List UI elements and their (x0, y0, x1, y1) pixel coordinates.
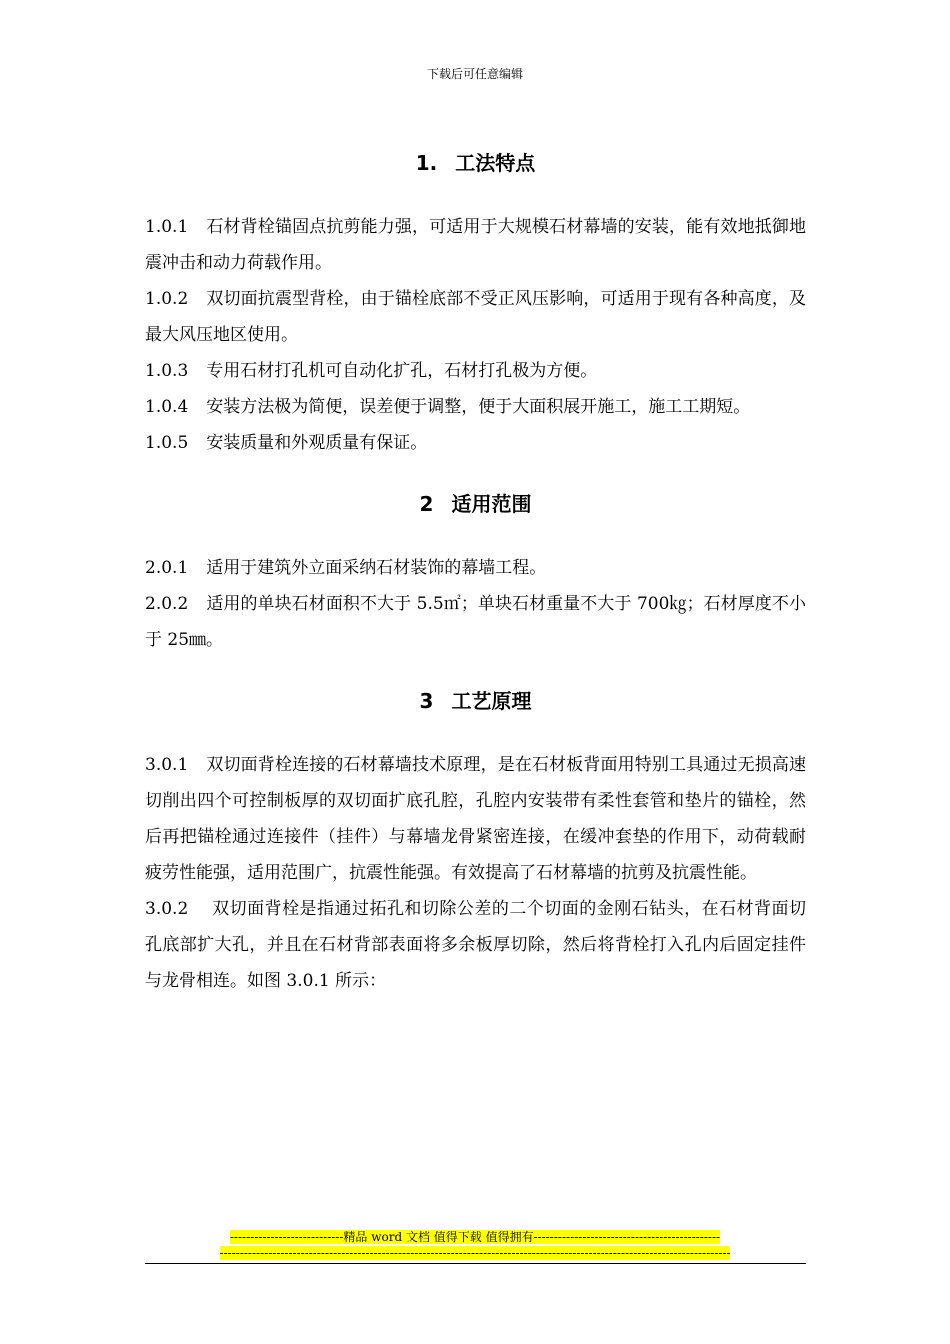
section-heading-3 (145, 686, 806, 716)
paragraph-2-0-1 (145, 550, 806, 586)
paragraph-1-0-3 (145, 353, 806, 389)
paragraph-1-0-1 (145, 209, 806, 281)
section-title: 工法特点 (455, 151, 536, 175)
document-body (145, 148, 806, 999)
paragraph-text: 石材背栓锚固点抗剪能力强，可适用于大规模石材幕墙的安装，能有效地抵御地震冲击和动力荷载作用。 (145, 217, 806, 273)
header-note: 下载后可任意编辑 (426, 67, 523, 81)
section-heading-2 (145, 489, 806, 519)
paragraph-number: 3.0.1 (145, 755, 189, 775)
footer-banner-dashes: ------------------------------------------------------------------------------------------------------------------------------ (219, 1246, 731, 1260)
paragraph-3-0-2 (145, 891, 806, 999)
paragraph-number: 3.0.2 (145, 899, 189, 919)
paragraph-text: 双切面背栓连接的石材幕墙技术原理，是在石材板背面用特别工具通过无损高速切削出四个可控制板厚的双切面扩底孔腔，孔腔内安装带有柔性套管和垫片的锚栓，然后再把锚栓通过连接件（挂件）与幕墙龙骨紧密连接，在缓冲套垫的作用下，动荷载耐疲劳性能强，适用范围广，抗震性能强。有效提高了石材幕墙的抗剪及抗震性能。 (145, 755, 806, 883)
paragraph-1-0-2 (145, 281, 806, 353)
section-number: 3 (419, 689, 434, 713)
section-heading-1 (145, 148, 806, 178)
paragraph-number: 1.0.4 (145, 397, 189, 417)
paragraph-text: 适用于建筑外立面采纳石材装饰的幕墙工程。 (206, 558, 547, 578)
paragraph-text: 适用的单块石材面积不大于 5.5㎡；单块石材重量不大于 700㎏；石材厚度不小于 25㎜。 (145, 594, 806, 650)
paragraph-text: 双切面抗震型背栓，由于锚栓底部不受正风压影响，可适用于现有各种高度，及最大风压地区使用。 (145, 289, 806, 345)
paragraph-number: 2.0.2 (145, 594, 189, 614)
section-title: 适用范围 (451, 492, 532, 516)
paragraph-text: 安装方法极为简便，误差便于调整，便于大面积展开施工，施工工期短。 (206, 397, 751, 417)
paragraph-2-0-2 (145, 586, 806, 658)
paragraph-number: 1.0.1 (145, 217, 189, 237)
paragraph-1-0-4 (145, 389, 806, 425)
paragraph-1-0-5 (145, 425, 806, 461)
footer-banner-line-1 (0, 1230, 950, 1244)
footer-banner-text: ----------------------------精品 word 文档 值得下载 值得拥有---------------------------------------------- (229, 1230, 721, 1244)
paragraph-3-0-1 (145, 747, 806, 891)
section-number: 1. (415, 151, 438, 175)
section-title: 工艺原理 (451, 689, 532, 713)
footer-banner-line-2 (0, 1246, 950, 1260)
paragraph-text: 双切面背栓是指通过拓孔和切除公差的二个切面的金刚石钻头，在石材背面切孔底部扩大孔，并且在石材背部表面将多余板厚切除，然后将背栓打入孔内后固定挂件与龙骨相连。如图 3.0.1 所示： (145, 899, 806, 991)
paragraph-number: 1.0.3 (145, 361, 189, 381)
paragraph-text: 安装质量和外观质量有保证。 (206, 433, 428, 453)
paragraph-text: 专用石材打孔机可自动化扩孔，石材打孔极为方便。 (206, 361, 598, 381)
paragraph-number: 1.0.5 (145, 433, 189, 453)
paragraph-number: 2.0.1 (145, 558, 189, 578)
paragraph-number: 1.0.2 (145, 289, 189, 309)
footer-rule (145, 1263, 806, 1264)
section-number: 2 (419, 492, 434, 516)
